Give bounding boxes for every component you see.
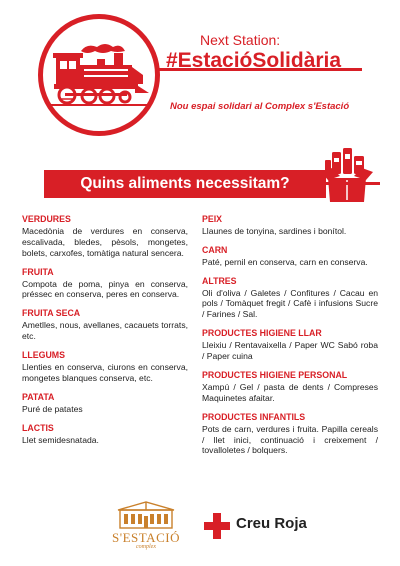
category-patata xyxy=(22,392,188,415)
category-text: Ametlles, nous, avellanes, cacauets torrats, etc. xyxy=(22,320,188,342)
campaign-hashtag: #EstacióSolidària xyxy=(166,49,342,72)
food-list-right xyxy=(202,214,378,464)
banner-divider xyxy=(326,182,380,185)
category-title: PATATA xyxy=(22,391,55,402)
category-title: CARN xyxy=(202,244,228,255)
category-text: Paté, pernil en conserva, carn en conserva. xyxy=(202,256,368,267)
category-infantils xyxy=(202,412,378,457)
creu-roja-label: Creu Roja xyxy=(236,515,307,532)
sestacio-subtitle: complex xyxy=(136,544,156,550)
train-logo-circle xyxy=(38,14,160,136)
category-text: Compota de poma, pinya en conserva, préssec en conserva, peres en conserva. xyxy=(22,278,188,300)
category-text: Pots de carn, verdures i fruita. Papilla cereals / llet inici, continuació i creixement / tovalloletes / bolquers. xyxy=(202,423,378,456)
category-fruita-seca xyxy=(22,308,188,342)
category-higiene-personal xyxy=(202,370,378,404)
category-title: FRUITA xyxy=(22,266,54,277)
sestacio-name: S'ESTACIÓ xyxy=(112,530,180,545)
next-station-label: Next Station: xyxy=(200,32,281,48)
category-text: Llaunes de tonyina, sardines i bonítol. xyxy=(202,225,347,236)
category-title: PEIX xyxy=(202,214,223,224)
category-peix xyxy=(202,214,378,237)
category-verdures xyxy=(22,214,188,259)
campaign-tagline: Nou espai solidari al Complex s'Estació xyxy=(170,101,350,112)
category-title: FRUITA SECA xyxy=(22,308,81,319)
category-lactis xyxy=(22,423,188,446)
category-altres xyxy=(202,276,378,321)
category-text: Oli d'oliva / Galetes / Confitures / Cacau en pols / Tomàquet fregit / Cafè i infusions Sucre / Farines / Sal. xyxy=(202,287,378,320)
red-cross-icon xyxy=(204,513,230,539)
category-title: VERDURES xyxy=(22,214,71,224)
category-text: Llet semidesnatada. xyxy=(22,434,99,445)
category-text: Lleixiu / Rentavaixella / Paper WC Sabó roba / Paper cuina xyxy=(202,340,378,362)
section-banner: Quins aliments necessitam? xyxy=(44,170,326,198)
category-title: PRODUCTES HIGIENE LLAR xyxy=(202,328,322,339)
category-fruita xyxy=(22,267,188,301)
category-text: Llenties en conserva, ciurons en conserva, mongetes blanques conserva, etc. xyxy=(22,361,188,383)
category-carn xyxy=(202,245,378,268)
sestacio-logo xyxy=(108,500,184,554)
category-text: Puré de patates xyxy=(22,403,83,414)
category-title: LACTIS xyxy=(22,422,54,433)
category-higiene-llar xyxy=(202,328,378,362)
food-list-left xyxy=(22,214,188,453)
category-title: PRODUCTES HIGIENE PERSONAL xyxy=(202,369,348,380)
train-icon xyxy=(51,41,151,109)
category-title: ALTRES xyxy=(202,275,237,286)
category-title: PRODUCTES INFANTILS xyxy=(202,411,306,422)
category-llegums xyxy=(22,350,188,384)
sestacio-building-logo xyxy=(116,500,176,530)
food-box-icon xyxy=(318,146,376,204)
category-title: LLEGUMS xyxy=(22,350,66,361)
category-text: Xampú / Gel / pasta de dents / Compreses Maquinetes afaitar. xyxy=(202,381,378,403)
category-text: Macedònia de verdures en conserva, escalivada, bledes, pèsols, mongetes, bolets, carxofes, tomàtiga natural sencera. xyxy=(22,225,188,258)
